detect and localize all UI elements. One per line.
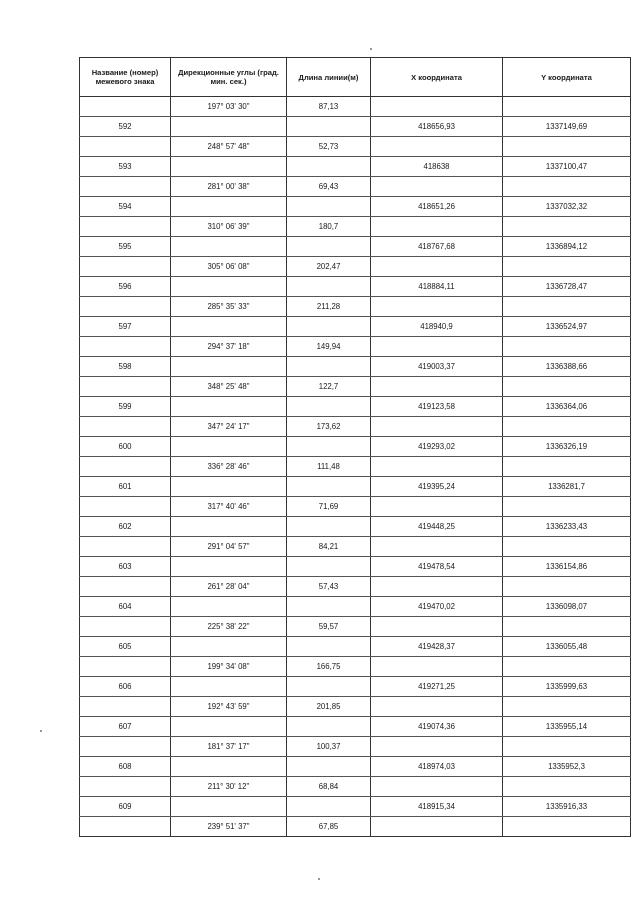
table-row-segment [80, 817, 631, 837]
table-row-segment [80, 257, 631, 277]
scan-speck [318, 878, 320, 880]
cell-mark-name [80, 497, 171, 517]
cell-line-length: 201,85 [287, 697, 371, 717]
cell-x-coordinate: 419448,25 [371, 517, 503, 537]
cell-y-coordinate: 1336233,43 [503, 517, 631, 537]
cell-x-coordinate: 419293,02 [371, 437, 503, 457]
cell-y-coordinate: 1335999,63 [503, 677, 631, 697]
cell-mark-name: 593 [80, 157, 171, 177]
table-row-segment [80, 457, 631, 477]
cell-y-coordinate [503, 497, 631, 517]
cell-mark-name: 601 [80, 477, 171, 497]
cell-x-coordinate: 419428,37 [371, 637, 503, 657]
cell-direction-angle: 197° 03' 30" [171, 97, 287, 117]
header-mark-name: Название (номер) межевого знака [80, 58, 171, 97]
cell-y-coordinate [503, 217, 631, 237]
cell-x-coordinate [371, 257, 503, 277]
header-line-length: Длина линии(м) [287, 58, 371, 97]
cell-mark-name: 605 [80, 637, 171, 657]
cell-line-length: 71,69 [287, 497, 371, 517]
header-x-coordinate: X координата [371, 58, 503, 97]
cell-x-coordinate: 418656,93 [371, 117, 503, 137]
cell-direction-angle: 285° 35' 33" [171, 297, 287, 317]
cell-mark-name: 608 [80, 757, 171, 777]
cell-mark-name: 600 [80, 437, 171, 457]
cell-line-length [287, 717, 371, 737]
table-row-segment [80, 657, 631, 677]
table-row-point [80, 757, 631, 777]
cell-x-coordinate: 418974,03 [371, 757, 503, 777]
table-row-point [80, 237, 631, 257]
cell-x-coordinate [371, 697, 503, 717]
header-direction-angles: Дирекционные углы (град. мин. сек.) [171, 58, 287, 97]
cell-direction-angle: 348° 25' 48" [171, 377, 287, 397]
cell-mark-name [80, 377, 171, 397]
cell-mark-name [80, 657, 171, 677]
cell-mark-name: 603 [80, 557, 171, 577]
table-row-segment [80, 217, 631, 237]
cell-line-length [287, 277, 371, 297]
cell-direction-angle: 239° 51' 37" [171, 817, 287, 837]
cell-line-length [287, 357, 371, 377]
cell-x-coordinate [371, 177, 503, 197]
cell-mark-name [80, 137, 171, 157]
cell-direction-angle: 261° 28' 04" [171, 577, 287, 597]
cell-line-length [287, 757, 371, 777]
cell-mark-name: 606 [80, 677, 171, 697]
cell-line-length: 52,73 [287, 137, 371, 157]
table-row-segment [80, 137, 631, 157]
cell-line-length: 67,85 [287, 817, 371, 837]
table-row-point [80, 437, 631, 457]
cell-mark-name [80, 697, 171, 717]
cell-y-coordinate [503, 417, 631, 437]
scan-speck [370, 48, 372, 50]
cell-direction-angle [171, 157, 287, 177]
cell-mark-name [80, 297, 171, 317]
cell-direction-angle: 281° 00' 38" [171, 177, 287, 197]
cell-x-coordinate: 419395,24 [371, 477, 503, 497]
table-row-point [80, 717, 631, 737]
table-row-segment [80, 417, 631, 437]
cell-mark-name [80, 617, 171, 637]
cell-line-length [287, 197, 371, 217]
cell-direction-angle [171, 677, 287, 697]
cell-mark-name: 602 [80, 517, 171, 537]
cell-x-coordinate [371, 497, 503, 517]
cell-line-length: 68,84 [287, 777, 371, 797]
cell-direction-angle [171, 797, 287, 817]
cell-mark-name [80, 337, 171, 357]
cell-direction-angle [171, 277, 287, 297]
cell-line-length [287, 477, 371, 497]
cell-direction-angle [171, 757, 287, 777]
cell-direction-angle [171, 397, 287, 417]
cell-direction-angle: 317° 40' 46" [171, 497, 287, 517]
cell-y-coordinate: 1337100,47 [503, 157, 631, 177]
cell-direction-angle: 294° 37' 18" [171, 337, 287, 357]
table-body [80, 97, 631, 837]
cell-x-coordinate [371, 737, 503, 757]
cell-line-length: 57,43 [287, 577, 371, 597]
cell-line-length [287, 677, 371, 697]
cell-line-length [287, 317, 371, 337]
cell-y-coordinate [503, 257, 631, 277]
table-row-point [80, 677, 631, 697]
cell-line-length: 202,47 [287, 257, 371, 277]
cell-y-coordinate: 1336524,97 [503, 317, 631, 337]
cell-line-length: 173,62 [287, 417, 371, 437]
table-row-segment [80, 497, 631, 517]
cell-y-coordinate: 1336728,47 [503, 277, 631, 297]
cell-y-coordinate [503, 777, 631, 797]
table-row-segment [80, 297, 631, 317]
table-row-segment [80, 617, 631, 637]
cell-direction-angle [171, 117, 287, 137]
cell-x-coordinate: 419478,54 [371, 557, 503, 577]
cell-mark-name: 592 [80, 117, 171, 137]
table-row-segment [80, 377, 631, 397]
cell-line-length: 211,28 [287, 297, 371, 317]
cell-line-length [287, 797, 371, 817]
cell-mark-name [80, 737, 171, 757]
cell-y-coordinate: 1336098,07 [503, 597, 631, 617]
cell-line-length [287, 157, 371, 177]
cell-direction-angle [171, 357, 287, 377]
table-header-row [80, 58, 631, 97]
cell-line-length [287, 437, 371, 457]
cell-direction-angle [171, 597, 287, 617]
cell-x-coordinate: 418940,9 [371, 317, 503, 337]
cell-y-coordinate: 1335955,14 [503, 717, 631, 737]
table-row-segment [80, 777, 631, 797]
cell-line-length [287, 637, 371, 657]
cell-line-length: 87,13 [287, 97, 371, 117]
cell-y-coordinate [503, 337, 631, 357]
cell-direction-angle [171, 637, 287, 657]
cell-direction-angle: 347° 24' 17" [171, 417, 287, 437]
cell-line-length [287, 557, 371, 577]
cell-mark-name: 598 [80, 357, 171, 377]
cell-direction-angle: 248° 57' 48" [171, 137, 287, 157]
cell-line-length: 59,57 [287, 617, 371, 637]
cell-mark-name [80, 537, 171, 557]
cell-x-coordinate [371, 537, 503, 557]
cell-x-coordinate [371, 97, 503, 117]
cell-x-coordinate [371, 137, 503, 157]
table-row-point [80, 637, 631, 657]
cell-y-coordinate: 1335916,33 [503, 797, 631, 817]
table-row-point [80, 797, 631, 817]
cell-x-coordinate [371, 217, 503, 237]
cell-direction-angle [171, 477, 287, 497]
cell-direction-angle [171, 557, 287, 577]
cell-x-coordinate: 419123,58 [371, 397, 503, 417]
cell-y-coordinate [503, 137, 631, 157]
cell-mark-name: 594 [80, 197, 171, 217]
table-row-point [80, 557, 631, 577]
cell-mark-name [80, 177, 171, 197]
cell-x-coordinate [371, 417, 503, 437]
cell-x-coordinate: 419470,02 [371, 597, 503, 617]
cell-x-coordinate [371, 617, 503, 637]
cell-x-coordinate [371, 457, 503, 477]
cell-mark-name: 595 [80, 237, 171, 257]
cell-line-length [287, 597, 371, 617]
table-row-segment [80, 537, 631, 557]
cell-y-coordinate [503, 577, 631, 597]
cell-mark-name [80, 577, 171, 597]
table-row-point [80, 397, 631, 417]
cell-y-coordinate [503, 657, 631, 677]
cell-line-length: 122,7 [287, 377, 371, 397]
cell-direction-angle: 211° 30' 12" [171, 777, 287, 797]
cell-x-coordinate: 418915,34 [371, 797, 503, 817]
cell-y-coordinate [503, 817, 631, 837]
cell-direction-angle: 192° 43' 59" [171, 697, 287, 717]
cell-mark-name [80, 217, 171, 237]
cell-x-coordinate [371, 377, 503, 397]
cell-mark-name: 597 [80, 317, 171, 337]
cell-y-coordinate: 1336154,86 [503, 557, 631, 577]
cell-mark-name [80, 777, 171, 797]
cell-y-coordinate: 1337032,32 [503, 197, 631, 217]
cell-direction-angle [171, 437, 287, 457]
table-row-point [80, 517, 631, 537]
cell-line-length: 180,7 [287, 217, 371, 237]
cell-mark-name [80, 457, 171, 477]
cell-y-coordinate [503, 97, 631, 117]
cell-mark-name [80, 97, 171, 117]
table-row-point [80, 597, 631, 617]
table-row-point [80, 157, 631, 177]
cell-direction-angle [171, 197, 287, 217]
table-row-point [80, 117, 631, 137]
cell-y-coordinate [503, 297, 631, 317]
cell-y-coordinate [503, 537, 631, 557]
cell-y-coordinate [503, 697, 631, 717]
cell-line-length: 84,21 [287, 537, 371, 557]
cell-mark-name [80, 257, 171, 277]
boundary-marks-table [79, 57, 631, 837]
cell-y-coordinate: 1336894,12 [503, 237, 631, 257]
cell-y-coordinate [503, 457, 631, 477]
cell-x-coordinate [371, 577, 503, 597]
table-row-segment [80, 177, 631, 197]
cell-x-coordinate [371, 817, 503, 837]
cell-mark-name: 604 [80, 597, 171, 617]
cell-line-length [287, 117, 371, 137]
table-row-segment [80, 697, 631, 717]
cell-mark-name: 596 [80, 277, 171, 297]
header-y-coordinate: Y координата [503, 58, 631, 97]
scan-speck [40, 730, 42, 732]
cell-mark-name: 607 [80, 717, 171, 737]
cell-x-coordinate: 418884,11 [371, 277, 503, 297]
cell-line-length: 69,43 [287, 177, 371, 197]
cell-direction-angle [171, 317, 287, 337]
cell-y-coordinate [503, 617, 631, 637]
cell-direction-angle [171, 717, 287, 737]
cell-mark-name: 599 [80, 397, 171, 417]
cell-direction-angle: 336° 28' 46" [171, 457, 287, 477]
cell-y-coordinate: 1336364,06 [503, 397, 631, 417]
table-row-segment [80, 97, 631, 117]
cell-direction-angle: 199° 34' 08" [171, 657, 287, 677]
cell-y-coordinate: 1336281,7 [503, 477, 631, 497]
cell-line-length: 166,75 [287, 657, 371, 677]
cell-y-coordinate: 1335952,3 [503, 757, 631, 777]
cell-direction-angle [171, 517, 287, 537]
cell-y-coordinate: 1336388,66 [503, 357, 631, 377]
cell-direction-angle: 310° 06' 39" [171, 217, 287, 237]
table-row-point [80, 197, 631, 217]
cell-direction-angle [171, 237, 287, 257]
cell-x-coordinate: 418638 [371, 157, 503, 177]
cell-line-length: 100,37 [287, 737, 371, 757]
cell-x-coordinate: 418767,68 [371, 237, 503, 257]
cell-x-coordinate [371, 297, 503, 317]
cell-direction-angle: 181° 37' 17" [171, 737, 287, 757]
cell-direction-angle: 305° 06' 08" [171, 257, 287, 277]
cell-x-coordinate: 418651,26 [371, 197, 503, 217]
cell-y-coordinate: 1336326,19 [503, 437, 631, 457]
cell-mark-name [80, 417, 171, 437]
cell-x-coordinate: 419003,37 [371, 357, 503, 377]
cell-x-coordinate: 419074,36 [371, 717, 503, 737]
cell-y-coordinate: 1337149,69 [503, 117, 631, 137]
cell-direction-angle: 225° 38' 22" [171, 617, 287, 637]
table-row-point [80, 357, 631, 377]
table-row-segment [80, 737, 631, 757]
table-row-point [80, 277, 631, 297]
table-row-segment [80, 337, 631, 357]
cell-y-coordinate [503, 177, 631, 197]
cell-line-length: 149,94 [287, 337, 371, 357]
cell-line-length: 111,48 [287, 457, 371, 477]
cell-x-coordinate [371, 337, 503, 357]
cell-line-length [287, 517, 371, 537]
cell-direction-angle: 291° 04' 57" [171, 537, 287, 557]
cell-line-length [287, 237, 371, 257]
cell-x-coordinate [371, 657, 503, 677]
cell-y-coordinate [503, 377, 631, 397]
cell-x-coordinate [371, 777, 503, 797]
cell-x-coordinate: 419271,25 [371, 677, 503, 697]
cell-mark-name [80, 817, 171, 837]
table-row-point [80, 317, 631, 337]
table-row-segment [80, 577, 631, 597]
cell-mark-name: 609 [80, 797, 171, 817]
cell-y-coordinate: 1336055,48 [503, 637, 631, 657]
table-row-point [80, 477, 631, 497]
cell-y-coordinate [503, 737, 631, 757]
cell-line-length [287, 397, 371, 417]
